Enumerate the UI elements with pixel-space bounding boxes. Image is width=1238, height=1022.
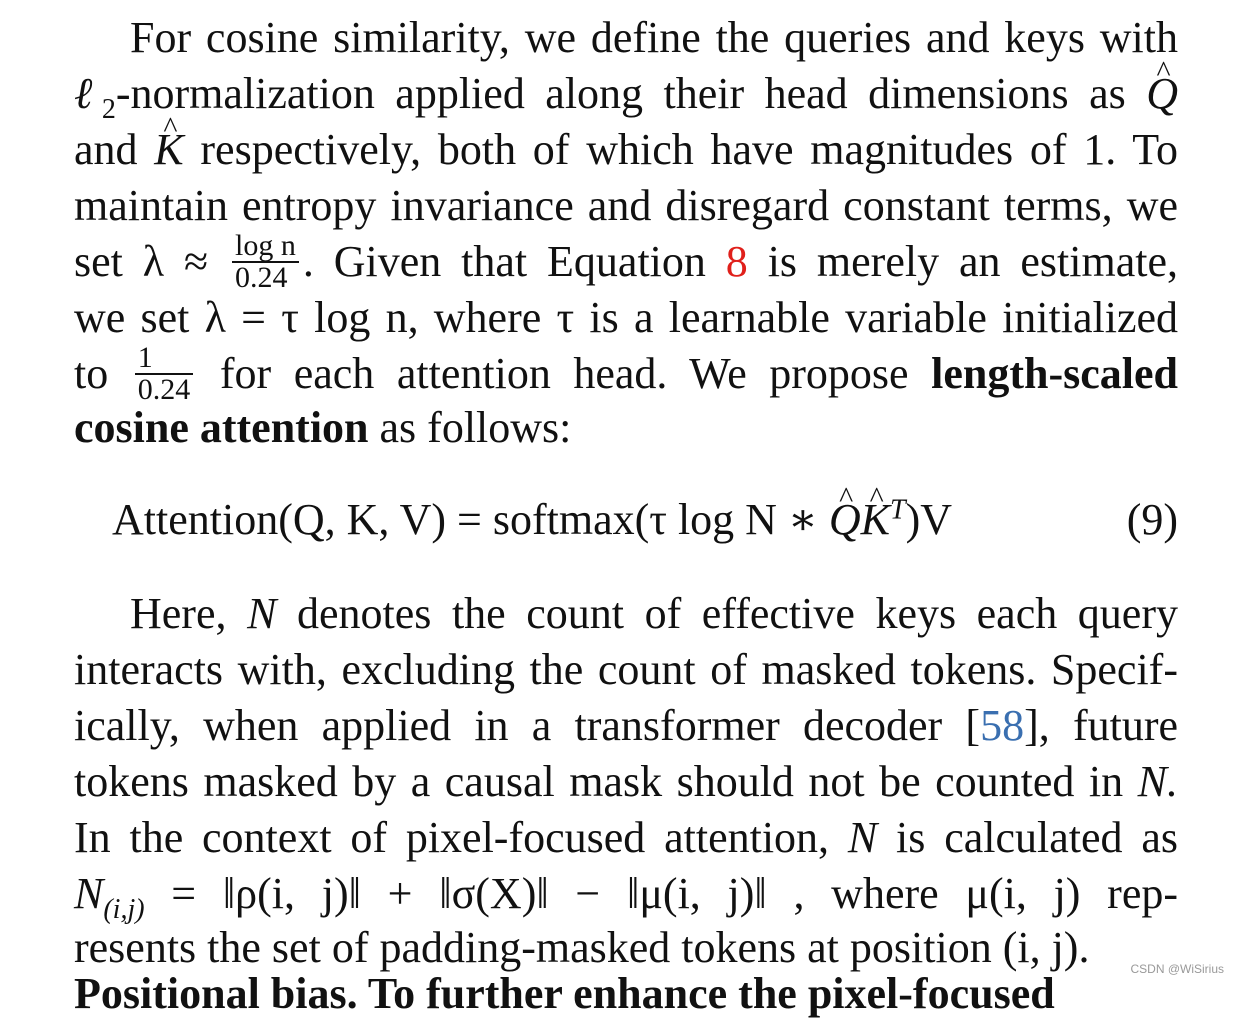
paragraph1-line8 — [74, 400, 1178, 456]
paragraph2-line1 — [130, 586, 1178, 642]
p2-line6-n: N — [74, 869, 104, 918]
p2-n-symbol: N — [247, 589, 277, 638]
citation-58-link[interactable]: 58 — [980, 701, 1025, 750]
fraction-log-n-over-024 — [232, 228, 299, 294]
fraction-denominator: 0.24 — [137, 372, 191, 406]
equation-transpose: T — [890, 494, 906, 526]
p2-line5-text: In the context of pixel-focused attention, — [74, 813, 830, 862]
p2-line4-text: tokens masked by a causal mask should not be counted in — [74, 757, 1124, 806]
line3-text: respectively, both of which have magnitudes of 1. To — [200, 125, 1179, 174]
p2-line5-tail: is calculated as — [896, 813, 1178, 862]
paragraph2-line7: resents the set of padding-masked tokens at position (i, j). — [74, 923, 1090, 972]
paragraph1-line3 — [74, 122, 1178, 178]
paragraph1-line2 — [74, 66, 1179, 125]
p2-line3-tail: ], future — [1024, 701, 1179, 750]
equation-number: (9) — [1126, 495, 1178, 544]
line2-text: -normalization applied along their head dimensions as — [115, 69, 1126, 118]
paragraph2-line3 — [74, 698, 1178, 754]
line5-set-lambda: set λ ≈ — [74, 237, 209, 286]
line8-text: as follows: — [379, 403, 572, 452]
paragraph1-line1: For cosine similarity, we define the queries and keys with — [130, 13, 1178, 62]
line7-to: to — [74, 349, 109, 398]
equation-rhs: )V — [905, 495, 953, 544]
paragraph2-line2: interacts with, excluding the count of masked tokens. Specif- — [74, 645, 1178, 694]
q-hat-symbol: Q ^ — [1146, 66, 1178, 122]
fraction-numerator: 1 — [135, 343, 194, 375]
cosine-attention-term: cosine attention — [74, 403, 369, 452]
ell-symbol: ℓ — [74, 69, 102, 118]
equation-k-hat: K ^ — [861, 492, 890, 548]
line5-given: . Given that Equation — [302, 237, 706, 286]
equation-q-hat: Q ^ — [829, 492, 861, 548]
paragraph2-line4 — [74, 754, 1178, 810]
p2-line4-n: N. — [1137, 757, 1179, 806]
equation-9 — [112, 492, 1182, 548]
paragraph1-line7 — [74, 340, 1179, 406]
next-paragraph-cutoff: Positional bias. To further enhance the pixel-focused — [74, 969, 1055, 1018]
fraction-denominator: 0.24 — [235, 260, 288, 294]
p2-line3-text: ically, when applied in a transformer decoder [ — [74, 701, 981, 750]
k-hat-symbol: K ^ — [154, 122, 183, 178]
paragraph1-line4: maintain entropy invariance and disregard constant terms, we — [74, 181, 1178, 230]
paragraph1-line5 — [74, 228, 1178, 294]
line5-tail: is merely an estimate, — [767, 237, 1178, 286]
fraction-1-over-024 — [135, 340, 194, 406]
p2-line1-text: denotes the count of effective keys each query — [296, 589, 1178, 638]
p2-line5-n: N — [847, 813, 878, 862]
paragraph2-line5 — [74, 810, 1178, 866]
csdn-watermark: CSDN @WiSirius — [1130, 962, 1224, 976]
ell-subscript: 2 — [101, 93, 116, 125]
paragraph2-line6 — [74, 866, 1179, 925]
length-scaled-term: length-scaled — [931, 349, 1179, 398]
line7-text: for each attention head. We propose — [219, 349, 909, 398]
p2-line6-subscript: (i,j) — [103, 893, 145, 925]
line3-and: and — [74, 125, 138, 174]
equation-8-link[interactable]: 8 — [725, 237, 748, 286]
equation-lhs: Attention(Q, K, V) = softmax(τ log N ∗ — [112, 495, 818, 544]
p2-line6-formula: = ‖ρ(i, j)‖ + ‖σ(X)‖ − ‖μ(i, j)‖ — [144, 869, 767, 918]
p2-here: Here, — [130, 589, 227, 638]
p2-line6-tail: , where μ(i, j) rep- — [793, 869, 1179, 918]
fraction-numerator: log n — [232, 231, 299, 263]
paragraph1-line6: we set λ = τ log n, where τ is a learnable variable initialized — [74, 293, 1178, 342]
